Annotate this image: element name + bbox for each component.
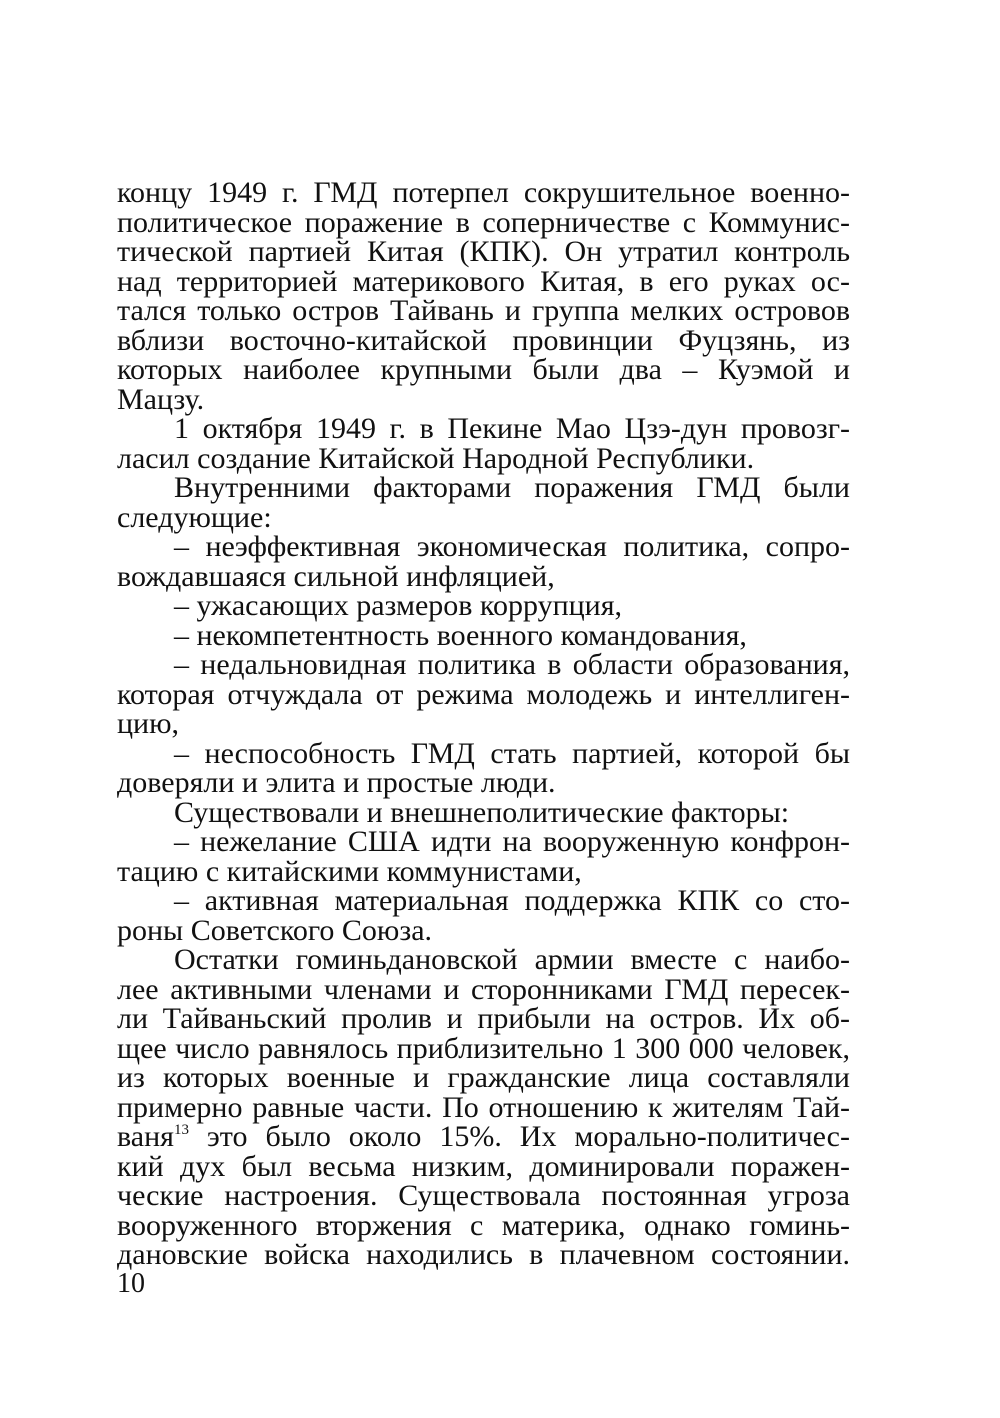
paragraph bbox=[117, 532, 850, 591]
text-line: вблизи восточно-китайской провинции Фуцзянь, из bbox=[117, 323, 850, 357]
paragraph bbox=[117, 827, 850, 886]
paragraph bbox=[117, 473, 850, 532]
text-line: – неспособность ГМД стать партией, которой бы bbox=[174, 736, 850, 770]
text-line: роны Советского Союза. bbox=[117, 913, 433, 947]
text-line: политическое поражение в соперничестве с Коммунис- bbox=[117, 205, 850, 239]
text-line: тацию с китайскими коммунистами, bbox=[117, 854, 582, 888]
text-line: примерно равные части. По отношению к жителям Тай- bbox=[117, 1090, 850, 1124]
text-line: – нежелание США идти на вооруженную конфрон- bbox=[174, 825, 850, 858]
text-line: доверяли и элита и простые люди. bbox=[117, 766, 556, 799]
paragraph bbox=[117, 618, 850, 652]
text-line: которая отчуждала от режима молодежь и интеллиген- bbox=[117, 677, 850, 711]
text-line: тической партией Китая (КПК). Он утратил контроль bbox=[117, 235, 850, 268]
text-line: вооруженного вторжения с материка, однако гоминь- bbox=[117, 1208, 850, 1242]
page-body bbox=[117, 178, 850, 1270]
paragraph bbox=[117, 886, 850, 945]
text-line: Внутренними факторами поражения ГМД были bbox=[174, 471, 850, 504]
paragraph bbox=[117, 414, 850, 473]
text-line: – неэффективная экономическая политика, сопро- bbox=[174, 530, 850, 563]
text-line: лее активными членами и сторонниками ГМД пересек- bbox=[117, 972, 850, 1006]
text-line: вождавшаяся сильной инфляцией, bbox=[117, 559, 555, 593]
text-line: – ужасающих размеров коррупция, bbox=[174, 589, 623, 622]
text-line: ческие настроения. Существовала постоянная угроза bbox=[117, 1179, 850, 1212]
page-number: 10 bbox=[117, 1268, 145, 1299]
footnote-marker: 13 bbox=[173, 1122, 189, 1138]
paragraph bbox=[117, 736, 850, 799]
paragraph bbox=[117, 591, 850, 621]
paragraph bbox=[117, 650, 850, 739]
text-line: – активная материальная поддержка КПК со сто- bbox=[174, 884, 850, 917]
text-line: следующие: bbox=[117, 500, 272, 534]
text-line: щее число равнялось приблизительно 1 300 000 человек, bbox=[117, 1031, 850, 1065]
text-line: – некомпетентность военного командования, bbox=[174, 618, 747, 652]
text-line: Существовали и внешнеполитические факторы: bbox=[174, 795, 790, 829]
paragraph bbox=[117, 178, 850, 414]
text-line: которых наиболее крупными были два – Куэмой и bbox=[117, 353, 850, 386]
text-line: ваня$^{13}$ это было около 15%. Их морально-политичес- bbox=[117, 1120, 850, 1153]
text-line: Остатки гоминьдановской армии вместе с наибо- bbox=[174, 943, 850, 976]
text-line: дановские войска находились в плачевном состоянии. bbox=[117, 1238, 850, 1271]
text-line: ли Тайваньский пролив и прибыли на остров. Их об- bbox=[117, 1002, 850, 1035]
paragraph bbox=[117, 795, 850, 829]
text-line: тался только остров Тайвань и группа мелких островов bbox=[117, 294, 850, 327]
text-line: кий дух был весьма низким, доминировали поражен- bbox=[117, 1149, 850, 1183]
text-line: цию, bbox=[117, 707, 180, 740]
text-line: из которых военные и гражданские лица составляли bbox=[117, 1061, 850, 1094]
text-line: Мацзу. bbox=[117, 382, 205, 416]
text-line: – недальновидная политика в области образования, bbox=[174, 648, 850, 681]
paragraph bbox=[117, 945, 850, 1270]
text-line: концу 1949 г. ГМД потерпел сокрушительное военно- bbox=[117, 176, 850, 209]
text-line: ласил создание Китайской Народной Республики. bbox=[117, 441, 755, 475]
text-line: над территорией материкового Китая, в его руках ос- bbox=[117, 264, 850, 298]
text-line: 1 октября 1949 г. в Пекине Мао Цзэ-дун провозг- bbox=[174, 412, 850, 445]
